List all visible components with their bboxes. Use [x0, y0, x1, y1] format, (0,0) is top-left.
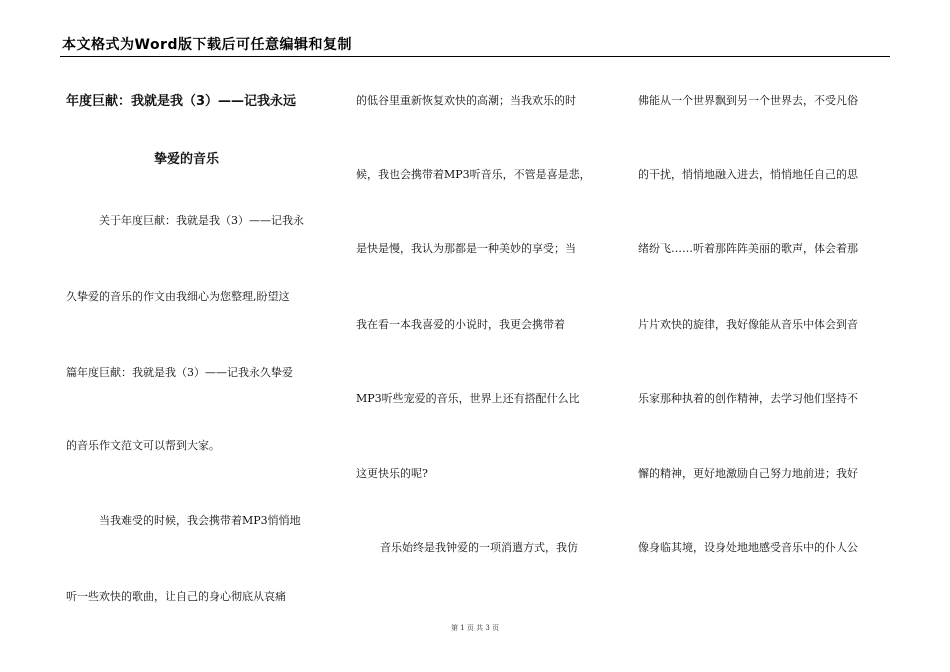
document-banner: 本文格式为Word版下载后可任意编辑和复制	[62, 37, 352, 53]
paragraph-line: 篇年度巨献：我就是我（3）——记我永久挚爱	[66, 366, 293, 379]
paragraph-line: 是快是慢，我认为那都是一种美妙的享受；当	[356, 242, 576, 255]
paragraph-line: 关于年度巨献：我就是我（3）——记我永	[99, 214, 304, 227]
paragraph-line: 听一些欢快的歌曲，让自己的身心彻底从哀痛	[66, 590, 286, 603]
paragraph-line: 的低谷里重新恢复欢快的高潮；当我欢乐的时	[356, 94, 576, 107]
paragraph-line: 乐家那种执着的创作精神，去学习他们坚持不	[638, 392, 858, 405]
paragraph-line: 绪纷飞……听着那阵阵美丽的歌声，体会着那	[638, 242, 858, 255]
paragraph-line: MP3听些宠爱的音乐，世界上还有搭配什么比	[356, 392, 580, 405]
paragraph-line: 候，我也会携带着MP3听音乐，不管是喜是悲，	[356, 168, 591, 181]
paragraph-line: 音乐始终是我钟爱的一项消遣方式，我仿	[380, 541, 578, 554]
paragraph-line: 的音乐作文范文可以帮到大家。	[66, 439, 220, 452]
paragraph-line: 佛能从一个世界飘到另一个世界去，不受凡俗	[638, 94, 858, 107]
paragraph-line: 久挚爱的音乐的作文由我细心为您整理,盼望这	[66, 290, 290, 303]
banner-divider	[60, 56, 890, 57]
paragraph-line: 片片欢快的旋律，我好像能从音乐中体会到音	[638, 318, 858, 331]
paragraph-line: 这更快乐的呢?	[356, 467, 428, 480]
paragraph-line: 懈的精神，更好地激励自己努力地前进；我好	[638, 467, 858, 480]
article-title-line-2: 挚爱的音乐	[154, 152, 220, 167]
paragraph-line: 当我难受的时候，我会携带着MP3悄悄地	[99, 514, 301, 527]
page-number: 第 1 页 共 3 页	[450, 624, 500, 632]
paragraph-line: 的干扰，悄悄地融入进去，悄悄地任自己的思	[638, 168, 858, 181]
paragraph-line: 像身临其境，设身处地地感受音乐中的仆人公	[638, 541, 858, 554]
article-title-line-1: 年度巨献：我就是我（3）——记我永远	[66, 94, 297, 109]
paragraph-line: 我在看一本我喜爱的小说时，我更会携带着	[356, 318, 565, 331]
